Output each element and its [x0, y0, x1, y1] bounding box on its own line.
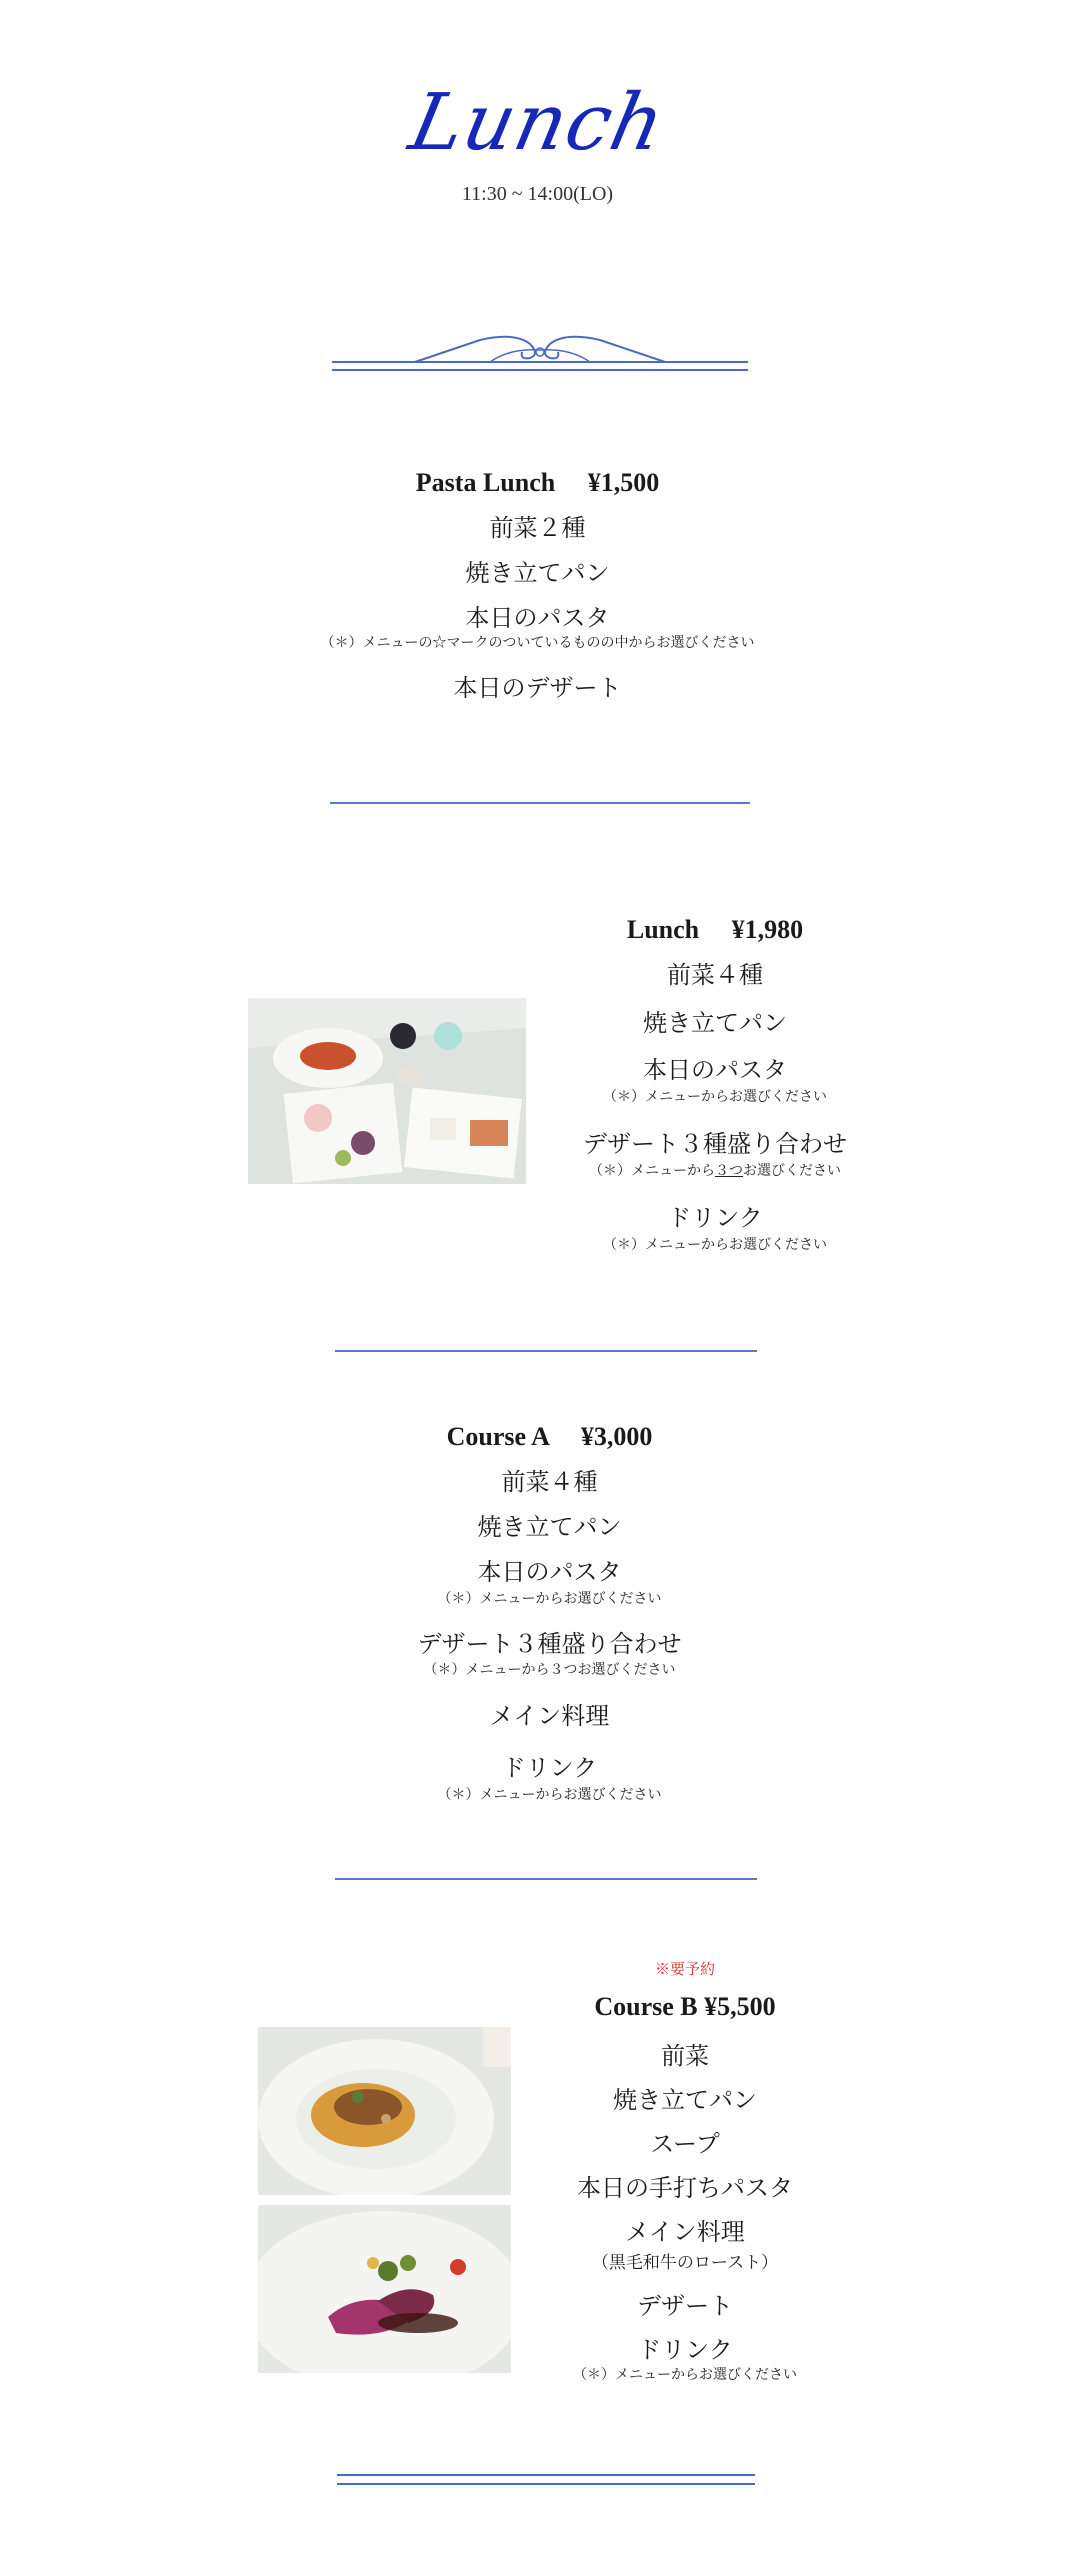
- course-a-title: Course A ¥3,000: [446, 1422, 653, 1451]
- opening-hours: 11:30 ~ 14:00(LO): [461, 183, 614, 205]
- pasta-lunch-title: Pasta Lunch ¥1,500: [415, 468, 660, 497]
- section-divider: [330, 802, 750, 804]
- course-a-main: メイン料理: [489, 1704, 610, 1730]
- lunch-item: 本日のパスタ: [643, 1058, 787, 1084]
- bottom-divider: [337, 2474, 755, 2476]
- lunch-dessert-note: （＊）メニューから３つお選びください: [589, 1164, 841, 1179]
- bottom-divider: [337, 2483, 755, 2485]
- course-b-dessert: デザート: [637, 2294, 733, 2320]
- course-b-drink: ドリンク: [637, 2338, 733, 2364]
- lunch-item: 焼き立てパン: [643, 1011, 787, 1037]
- course-b-item: 焼き立てパン: [613, 2088, 757, 2114]
- course-a-item: 焼き立てパン: [477, 1515, 622, 1541]
- course-a-pasta-note: （＊）メニューからお選びください: [437, 1592, 662, 1607]
- course-a-dessert-note: （＊）メニューから３つお選びください: [423, 1663, 676, 1678]
- course-b-item: 本日の手打ちパスタ: [577, 2176, 793, 2202]
- lunch-item: 前菜４種: [667, 963, 763, 989]
- scroll-ornament-icon: [330, 330, 750, 378]
- reservation-required: ※要予約: [654, 1962, 715, 1978]
- lunch-dessert: デザート３種盛り合わせ: [583, 1132, 847, 1158]
- pasta-lunch-dessert: 本日のデザート: [453, 676, 622, 702]
- course-b-drink-note: （＊）メニューからお選びください: [573, 2368, 797, 2383]
- course-a-dessert: デザート３種盛り合わせ: [417, 1632, 682, 1658]
- course-b-title: Course B ¥5,500: [594, 1992, 776, 2021]
- section-divider: [335, 1350, 757, 1352]
- pasta-lunch-item: 本日のパスタ: [465, 606, 610, 632]
- course-a-drink: ドリンク: [501, 1756, 598, 1782]
- course-b-item: 前菜: [661, 2044, 709, 2070]
- page-title: Lunch: [402, 78, 673, 168]
- pasta-lunch-item: 焼き立てパン: [465, 561, 610, 587]
- course-a-item: 本日のパスタ: [477, 1560, 622, 1586]
- section-divider: [335, 1878, 757, 1880]
- pasta-lunch-note: （＊）メニューの☆マークのついているものの中からお選びください: [320, 636, 755, 651]
- wagyu-photo: [258, 2205, 511, 2373]
- lunch-set-photo: [248, 998, 526, 1184]
- course-a-drink-note: （＊）メニューからお選びください: [437, 1788, 662, 1803]
- lunch-title: Lunch ¥1,980: [626, 915, 804, 944]
- course-b-item: メイン料理: [625, 2220, 745, 2246]
- course-b-main-note: （黒毛和牛のロースト）: [591, 2253, 779, 2272]
- course-a-item: 前菜４種: [501, 1470, 598, 1496]
- pasta-photo: [258, 2027, 511, 2195]
- course-b-item: スープ: [650, 2132, 720, 2158]
- lunch-pasta-note: （＊）メニューからお選びください: [603, 1090, 827, 1105]
- pasta-lunch-item: 前菜２種: [489, 516, 586, 542]
- lunch-drink-note: （＊）メニューからお選びください: [603, 1238, 827, 1253]
- lunch-drink: ドリンク: [667, 1206, 763, 1232]
